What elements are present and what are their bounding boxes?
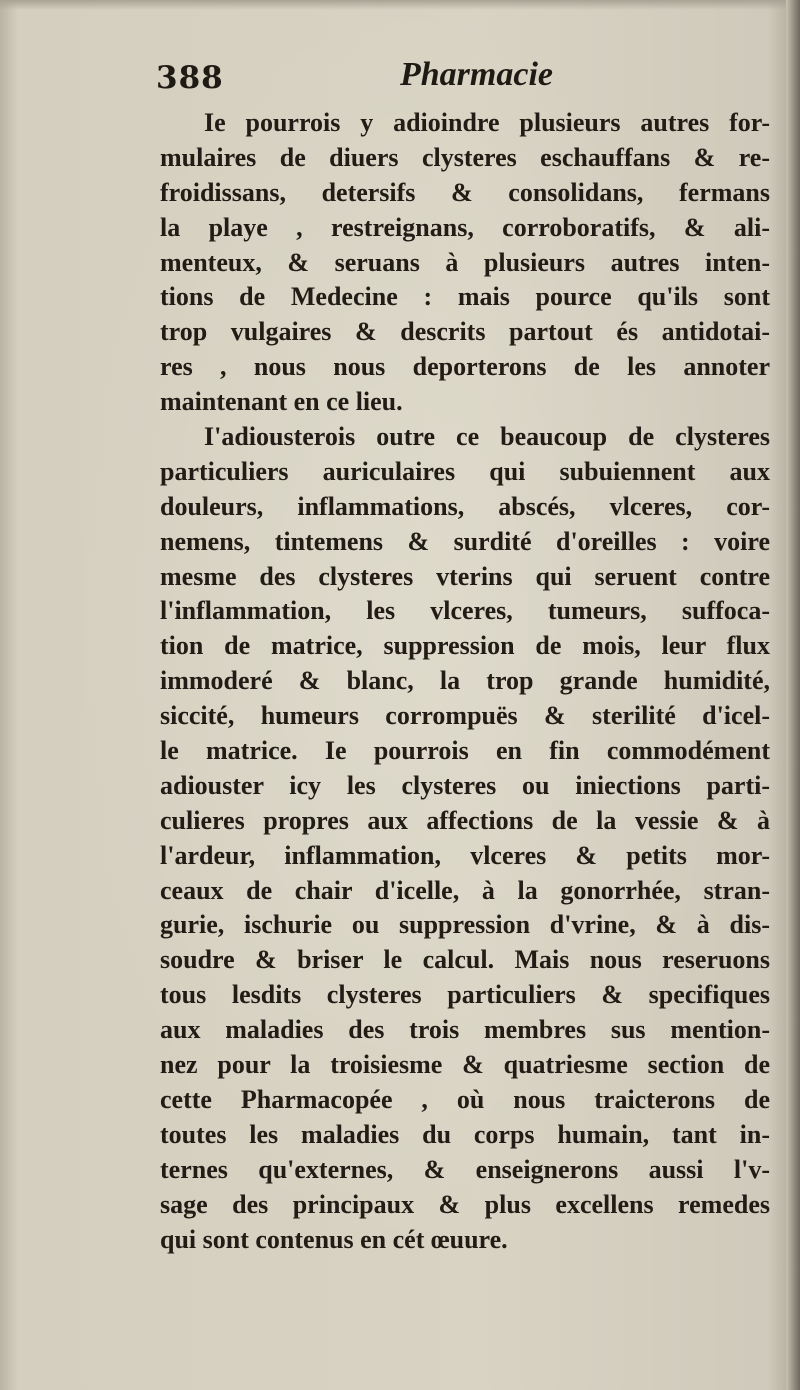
text-line: particuliers auriculaires qui subuiennent aux bbox=[160, 456, 770, 486]
text-line: douleurs, inflammations, abscés, vlceres, cor- bbox=[160, 491, 770, 521]
text-line: froidissans, detersifs & consolidans, fermans bbox=[160, 177, 770, 207]
page-top-edge bbox=[0, 0, 800, 10]
text-line: l'ardeur, inflammation, vlceres & petits mor- bbox=[160, 840, 770, 870]
page-number: 388 bbox=[156, 60, 224, 96]
text-line: tion de matrice, suppression de mois, leur flux bbox=[160, 631, 770, 661]
text-line: qui sont contenus en cét œuure. bbox=[160, 1224, 508, 1254]
text-line: cette Pharmacopée , où nous traicterons de bbox=[160, 1084, 770, 1114]
text-line: ceaux de chair d'icelle, à la gonorrhée, stran- bbox=[160, 875, 770, 905]
text-line: adiouster icy les clysteres ou iniections parti- bbox=[160, 770, 770, 800]
text-line: culieres propres aux affections de la vessie & à bbox=[160, 805, 770, 835]
text-line: Ie pourrois y adioindre plusieurs autres for- bbox=[204, 108, 770, 137]
text-line: nemens, tintemens & surdité d'oreilles : voire bbox=[160, 526, 770, 556]
text-line: aux maladies des trois membres sus mention- bbox=[160, 1015, 770, 1045]
page-gutter-edge bbox=[786, 0, 800, 1390]
text-line: menteux, & seruans à plusieurs autres inten- bbox=[160, 247, 770, 277]
text-line: la playe , restreignans, corroboratifs, & ali- bbox=[160, 212, 770, 242]
text-line: soudre & briser le calcul. Mais nous reseruons bbox=[160, 945, 770, 975]
text-line: toutes les maladies du corps humain, tant in- bbox=[160, 1119, 770, 1149]
text-line: mesme des clysteres vterins qui seruent contre bbox=[160, 561, 770, 591]
text-line: tous lesdits clysteres particuliers & specifiques bbox=[160, 980, 770, 1010]
text-line: immoderé & blanc, la trop grande humidité, bbox=[160, 666, 770, 696]
text-line: siccité, humeurs corrompuës & sterilité d'icel- bbox=[160, 701, 770, 731]
text-line: mulaires de diuers clysteres eschauffans & re- bbox=[160, 142, 770, 172]
text-line: trop vulgaires & descrits partout és antidotai- bbox=[160, 317, 770, 347]
page-header bbox=[150, 48, 710, 104]
running-head: Pharmacie bbox=[400, 56, 553, 93]
text-line: ternes qu'externes, & enseignerons aussi l'v- bbox=[160, 1154, 770, 1184]
body-text bbox=[160, 106, 770, 1257]
text-line: sage des principaux & plus excellens remedes bbox=[160, 1189, 770, 1219]
text-line: maintenant en ce lieu. bbox=[160, 387, 403, 417]
text-line: I'adiousterois outre ce beaucoup de clysteres bbox=[204, 422, 770, 452]
text-line: le matrice. Ie pourrois en fin commodément bbox=[160, 736, 770, 766]
text-line: gurie, ischurie ou suppression d'vrine, & à dis- bbox=[160, 910, 770, 940]
text-line: res , nous nous deporterons de les annoter bbox=[160, 352, 770, 382]
text-line: tions de Medecine : mais pource qu'ils sont bbox=[160, 282, 770, 312]
text-line: l'inflammation, les vlceres, tumeurs, suffoca- bbox=[160, 596, 770, 626]
text-line: nez pour la troisiesme & quatriesme section de bbox=[160, 1050, 770, 1080]
